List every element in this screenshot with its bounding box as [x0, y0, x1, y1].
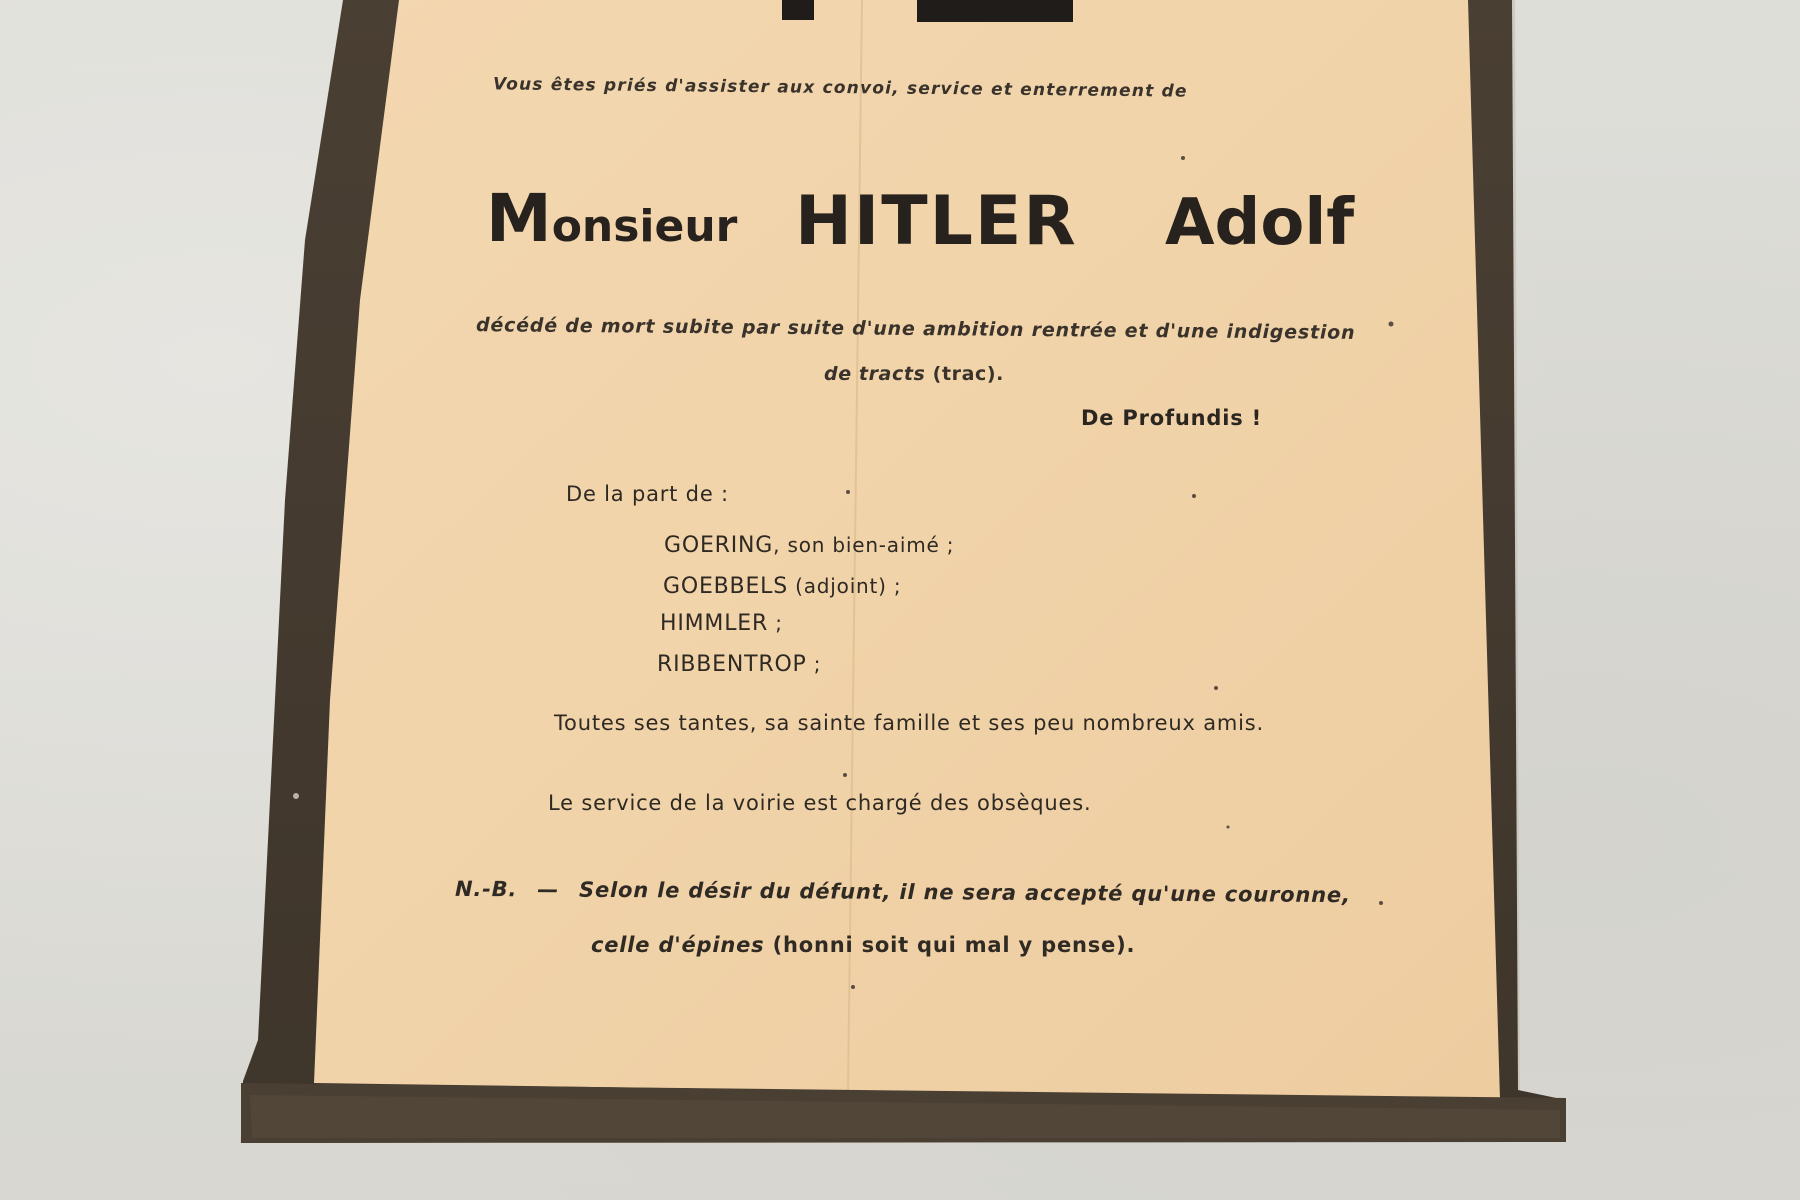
cause-of-death-line-1: décédé de mort subite par suite d'une ambition rentrée et d'une indigestion: [475, 314, 1356, 344]
family-line: Toutes ses tantes, sa sainte famille et ses peu nombreux amis.: [554, 711, 1264, 735]
nb-text: Selon le désir du défunt, il ne sera accepté qu'une couronne,: [579, 877, 1351, 908]
deceased-surname: HITLER: [795, 182, 1078, 261]
nota-bene-line-2: [591, 933, 1135, 957]
mourner-name: HIMMLER: [660, 611, 769, 636]
nb-bold: (honni soit qui mal y pense).: [772, 933, 1136, 957]
from-label: De la part de :: [566, 482, 729, 506]
top-emblem-right: [917, 0, 1073, 22]
mourner-item: [663, 574, 901, 599]
mourner-name: RIBBENTROP: [657, 652, 807, 677]
mourner-note: ;: [806, 652, 822, 676]
cause-paren: (trac).: [932, 363, 1004, 385]
mourner-note: (adjoint) ;: [787, 574, 902, 598]
title-initial: M: [486, 180, 552, 257]
mourner-note: ;: [768, 611, 783, 635]
road-service-line: Le service de la voirie est chargé des obsèques.: [548, 791, 1092, 815]
title-monsieur: [486, 180, 737, 257]
cause-of-death-line-2: [824, 363, 1004, 385]
mourner-item: [657, 652, 821, 677]
mourner-name: GOEBBELS: [663, 574, 788, 599]
nb-italic: celle d'épines: [591, 933, 765, 957]
de-profundis: De Profundis !: [1081, 406, 1263, 430]
invitation-line: Vous êtes priés d'assister aux convoi, service et enterrement de: [492, 74, 1188, 102]
mourner-name: GOERING: [664, 533, 774, 558]
nb-label: N.-B.: [454, 876, 518, 902]
mourner-item: [660, 611, 783, 636]
cause-italic: de tracts: [824, 363, 926, 385]
deceased-firstname: Adolf: [1165, 186, 1355, 260]
top-emblem-left: [782, 0, 814, 20]
mourner-item: [664, 533, 954, 558]
nb-dash: —: [537, 877, 560, 902]
mourner-note: , son bien-aimé ;: [773, 533, 955, 557]
title-rest: onsieur: [551, 201, 738, 252]
